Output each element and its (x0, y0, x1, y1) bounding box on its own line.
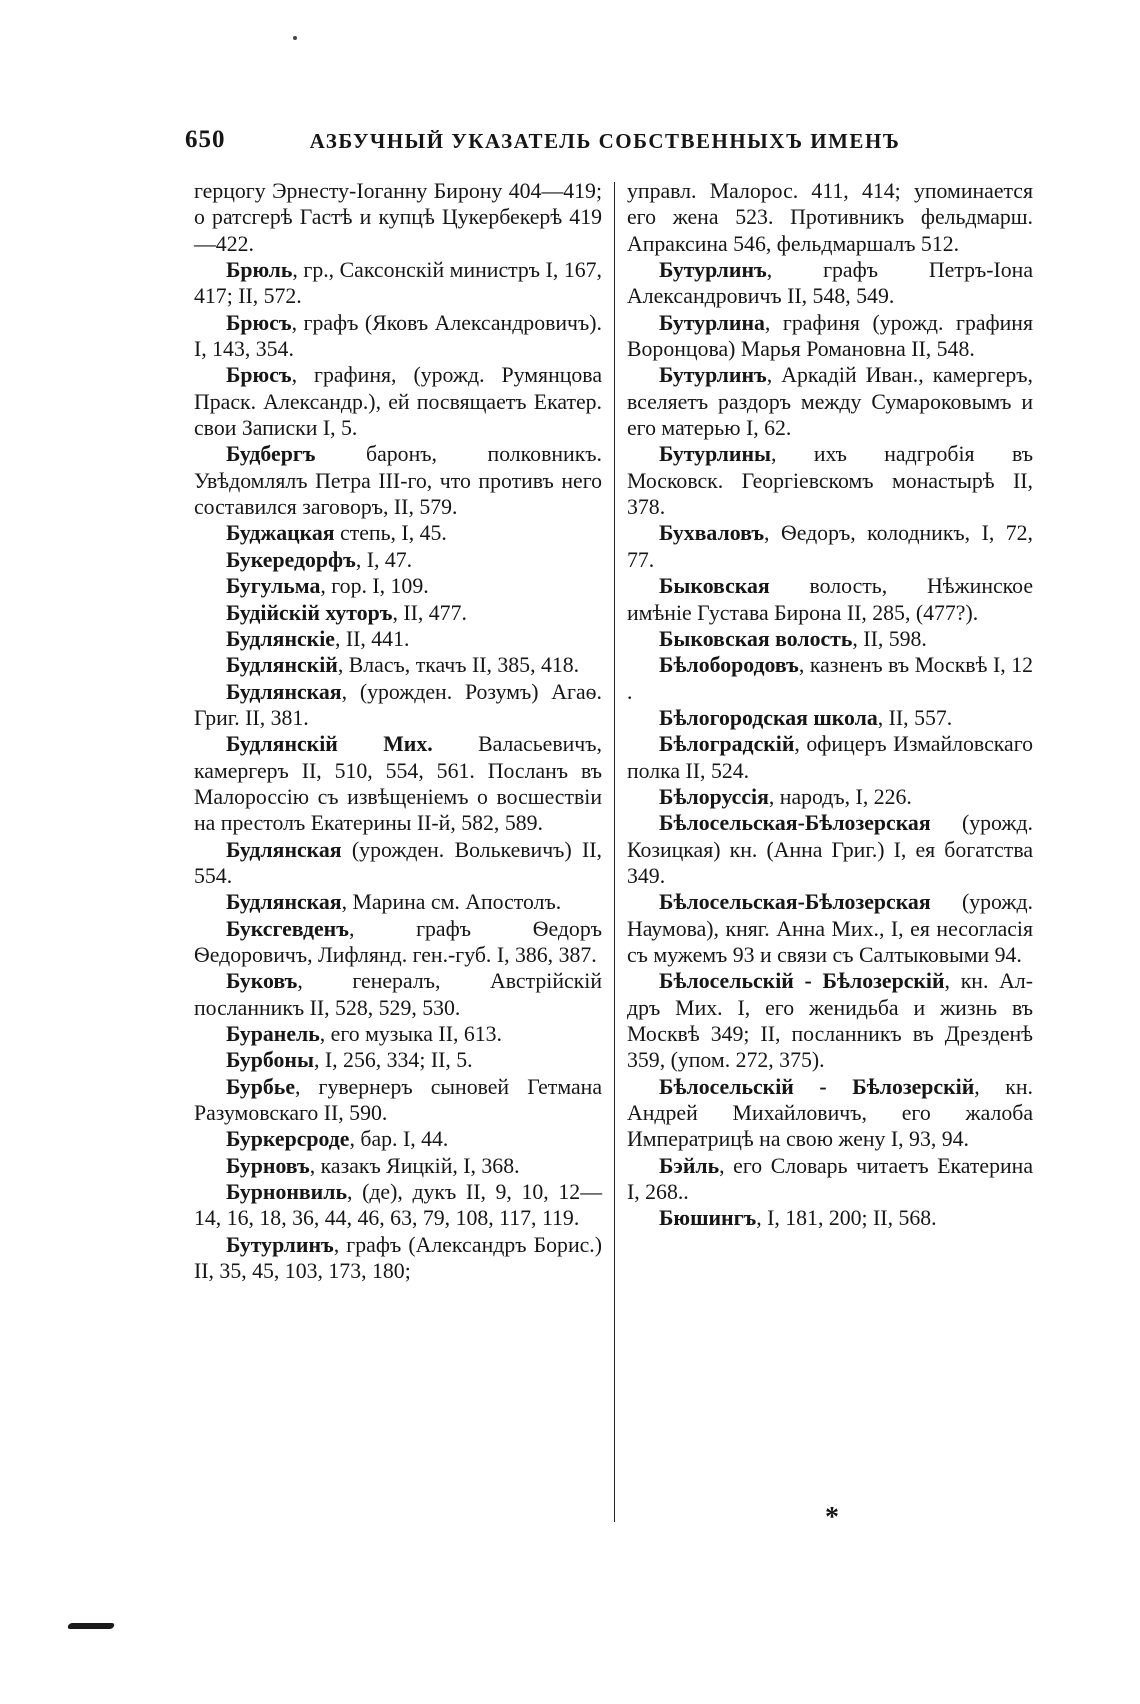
entry-headword: Буджацкая (226, 521, 335, 546)
entry-headword: Бутурлинъ (659, 363, 767, 388)
index-entry (194, 573, 602, 599)
entry-headword: Бѣлосельская-Бѣлозерская (659, 811, 931, 836)
entry-text: , графъ Ѳедоръ Ѳедоровичъ, Лифлянд. ген.-губ. I, 386, 387. (194, 916, 602, 967)
index-entry (194, 441, 602, 520)
entry-text: , графиня, (урожд. Румянцова Праск. Александр.), ей посвящаетъ Екатер. свои Записки I, 5. (194, 363, 602, 441)
entry-text: , его музыка II, 613. (319, 1022, 502, 1046)
entry-headword: Бѣлобородовъ (659, 653, 799, 678)
page-header (185, 126, 1025, 160)
entry-headword: Бѣлоградскій (659, 732, 795, 757)
index-entry (627, 310, 1033, 363)
index-entry (627, 362, 1033, 441)
index-entry (627, 889, 1033, 968)
entry-headword: Будлянскій Мих. (226, 732, 433, 757)
entry-headword: Будійскій хуторъ (226, 600, 393, 625)
entry-text: , гор. I, 109. (320, 574, 429, 599)
entry-text: , Ѳедоръ, колодникъ, I, 72, 77. (627, 521, 1033, 572)
entry-headword: Бѣлоруссія (659, 784, 769, 809)
index-entry (627, 1205, 1033, 1231)
index-entry (194, 731, 602, 836)
entry-headword: Бугульма (226, 574, 321, 599)
entry-text: , кн. Андрей Михайловичъ, его жалоба Императрицѣ на свою жену I, 93, 94. (627, 1074, 1033, 1152)
printing-speck (293, 36, 297, 40)
index-entry (194, 837, 602, 890)
index-entry (627, 1074, 1033, 1153)
index-entry (627, 1153, 1033, 1206)
right-column (627, 178, 1033, 1232)
entry-text: (урожден. Волькевичъ) II, 554. (194, 837, 602, 888)
entry-text: , кн. Ал-дръ Мих. I, его женидьба и жизнь въ Москвѣ 349; II, посланникъ въ Дрезденѣ 359, (упом. 272, 375). (627, 969, 1033, 1073)
index-entry (194, 1153, 602, 1179)
index-entry (194, 520, 602, 546)
entry-text: , (де), дукъ II, 9, 10, 12—14, 16, 18, 36, 44, 46, 63, 79, 108, 117, 119. (194, 1180, 602, 1231)
entry-text: , графъ Петръ-Іона Александровичъ II, 548, 549. (627, 258, 1033, 309)
entry-headword: Бѣлосельская-Бѣлозерская (659, 890, 931, 915)
entry-headword: Бѣлогородская школа (659, 705, 878, 730)
entry-text: , I, 47. (355, 547, 413, 572)
page-edge-mark (67, 1623, 115, 1629)
entry-headword: Будлянскій (226, 653, 338, 678)
entry-text: герцогу Эрнесту-Іоганну Бирону 404—419; о ратсгерѣ Гастѣ и купцѣ Цукербекерѣ 419—422. (194, 179, 602, 256)
entry-headword: Буркерсроде (226, 1127, 350, 1152)
entry-text: , казненъ въ Москвѣ I, 12 . (627, 653, 1033, 704)
entry-headword: Бухваловъ (659, 521, 765, 546)
index-entry (194, 1179, 602, 1232)
index-entry (194, 679, 602, 732)
entry-headword: Бурбье (226, 1074, 295, 1099)
entry-text: , графъ (Яковъ Александровичъ). I, 143, 354. (194, 310, 602, 362)
entry-text: , народъ, I, 226. (768, 784, 912, 809)
entry-text: , ихъ надгробія въ Московск. Георгіевскомъ монастырѣ II, 378. (627, 442, 1033, 520)
index-entry (627, 784, 1033, 810)
entry-text: , II, 477. (392, 600, 467, 625)
index-entry (627, 441, 1033, 520)
entry-headword: Будлянская (226, 837, 342, 862)
entry-text: , II, 441. (334, 626, 410, 651)
index-entry (194, 1074, 602, 1127)
index-entry (194, 916, 602, 969)
index-entry (194, 178, 602, 257)
entry-headword: Бурновъ (226, 1153, 310, 1178)
entry-text: , гр., Саксонскій министръ I, 167, 417; II, 572. (194, 258, 602, 309)
entry-text: , казакъ Яицкій, I, 368. (309, 1153, 520, 1178)
entry-headword: Брюсъ (226, 310, 292, 335)
entry-headword: Бурнонвиль (226, 1180, 347, 1205)
running-title: АЗБУЧНЫЙ УКАЗАТЕЛЬ СОБСТВЕННЫХЪ ИМЕНЪ (309, 129, 901, 153)
entry-headword: Буранель (226, 1022, 320, 1046)
index-entry (194, 547, 602, 573)
entry-text: , бар. I, 44. (349, 1127, 449, 1152)
entry-text: , его Словарь читаетъ Екатерина I, 268.. (627, 1153, 1033, 1205)
index-entry (627, 178, 1033, 257)
entry-text: , графъ (Александръ Борис.) II, 35, 45, 103, 173, 180; (194, 1232, 602, 1284)
index-entry (194, 968, 602, 1021)
entry-text: , Марина см. Апостолъ. (341, 890, 562, 915)
entry-headword: Бѣлосельскій - Бѣлозерскій (659, 1074, 975, 1099)
entry-text: (урожд. Наумова), княг. Анна Мих., I, ея несогласія съ мужемъ 93 и связи съ Салтыковыми 94. (627, 890, 1033, 967)
entry-text: , I, 256, 334; II, 5. (313, 1048, 473, 1073)
index-entry (194, 1021, 602, 1047)
entry-text: степь, I, 45. (334, 521, 447, 546)
entry-text: Валасьевичъ, камергеръ II, 510, 554, 561. Посланъ въ Малороссію съ извѣщеніемъ о восшествіи на престолъ Екатерины II-й, 582, 589. (194, 732, 602, 836)
entry-headword: Буксгевденъ (226, 916, 349, 941)
entry-text: управл. Малорос. 411, 414; упоминается его жена 523. Противникъ фельдмарш. Апраксина 546, фельдмаршалъ 512. (627, 179, 1033, 256)
index-entry (194, 257, 602, 310)
entry-headword: Будлянская (226, 890, 342, 915)
index-entry (627, 573, 1033, 626)
index-entry (627, 705, 1033, 731)
entry-headword: Бутурлинъ (226, 1232, 334, 1257)
entry-text: , II, 598. (852, 626, 927, 651)
index-entry (194, 362, 602, 441)
index-entry (627, 652, 1033, 705)
entry-text: волость, Нѣжинское имѣніе Густава Бирона II, 285, (477?). (627, 574, 1033, 625)
entry-headword: Бурбоны (226, 1048, 314, 1073)
entry-headword: Будбергъ (226, 442, 316, 467)
entry-text: , гувернеръ сыновей Гетмана Разумовскаго II, 590. (194, 1074, 602, 1126)
column-divider (614, 182, 615, 1522)
entry-text: , (урожден. Розумъ) Агаѳ. Григ. II, 381. (194, 679, 602, 730)
entry-text: , офицеръ Измайловскаго полка II, 524. (627, 732, 1033, 783)
entry-text: , генералъ, Австрійскій посланникъ II, 528, 529, 530. (194, 969, 602, 1020)
entry-text: , Власъ, ткачъ II, 385, 418. (337, 653, 580, 678)
index-entry (194, 600, 602, 626)
entry-text: , II, 557. (877, 705, 953, 730)
entry-headword: Быковская (659, 574, 770, 599)
entry-headword: Бутурлины (659, 442, 772, 467)
entry-text: , I, 181, 200; II, 568. (756, 1206, 937, 1231)
index-entry (194, 310, 602, 363)
entry-headword: Буковъ (226, 969, 298, 994)
entry-headword: Будлянскіе (226, 626, 335, 651)
index-entry (194, 626, 602, 652)
entry-text: , Аркадій Иван., камергеръ, вселяетъ раздоръ между Сумароковымъ и его матерью I, 62. (627, 363, 1033, 441)
entry-headword: Брюсъ (226, 363, 292, 388)
entry-text: , графиня (урожд. графиня Воронцова) Марья Романовна II, 548. (627, 310, 1033, 362)
entry-headword: Быковская волость (659, 626, 853, 651)
entry-headword: Бутурлинъ (659, 258, 767, 283)
index-entry (194, 1047, 602, 1073)
page-number: 650 (185, 126, 226, 153)
entry-text: баронъ, полковникъ. Увѣдомлялъ Петра III-го, что противъ него составился заговоръ, II, 579. (194, 442, 602, 520)
entry-headword: Бѣлосельскій - Бѣлозерскій (659, 969, 945, 994)
index-entry (627, 731, 1033, 784)
index-entry (194, 652, 602, 678)
index-entry (627, 626, 1033, 652)
entry-headword: Будлянская (226, 679, 342, 704)
index-entry (194, 1232, 602, 1285)
index-entry (627, 968, 1033, 1073)
end-mark: * (825, 1502, 839, 1533)
index-entry (627, 810, 1033, 889)
entry-headword: Бутурлина (659, 310, 765, 335)
index-entry (194, 1126, 602, 1152)
index-entry (194, 889, 602, 915)
index-entry (627, 257, 1033, 310)
left-column (194, 178, 602, 1284)
entry-headword: Букередорфъ (226, 547, 356, 572)
entry-headword: Бэйль (659, 1153, 720, 1178)
entry-text: (урожд. Козицкая) кн. (Анна Григ.) I, ея богатства 349. (627, 811, 1033, 888)
index-entry (627, 520, 1033, 573)
entry-headword: Брюль (226, 258, 293, 283)
entry-headword: Бюшингъ (659, 1206, 757, 1231)
